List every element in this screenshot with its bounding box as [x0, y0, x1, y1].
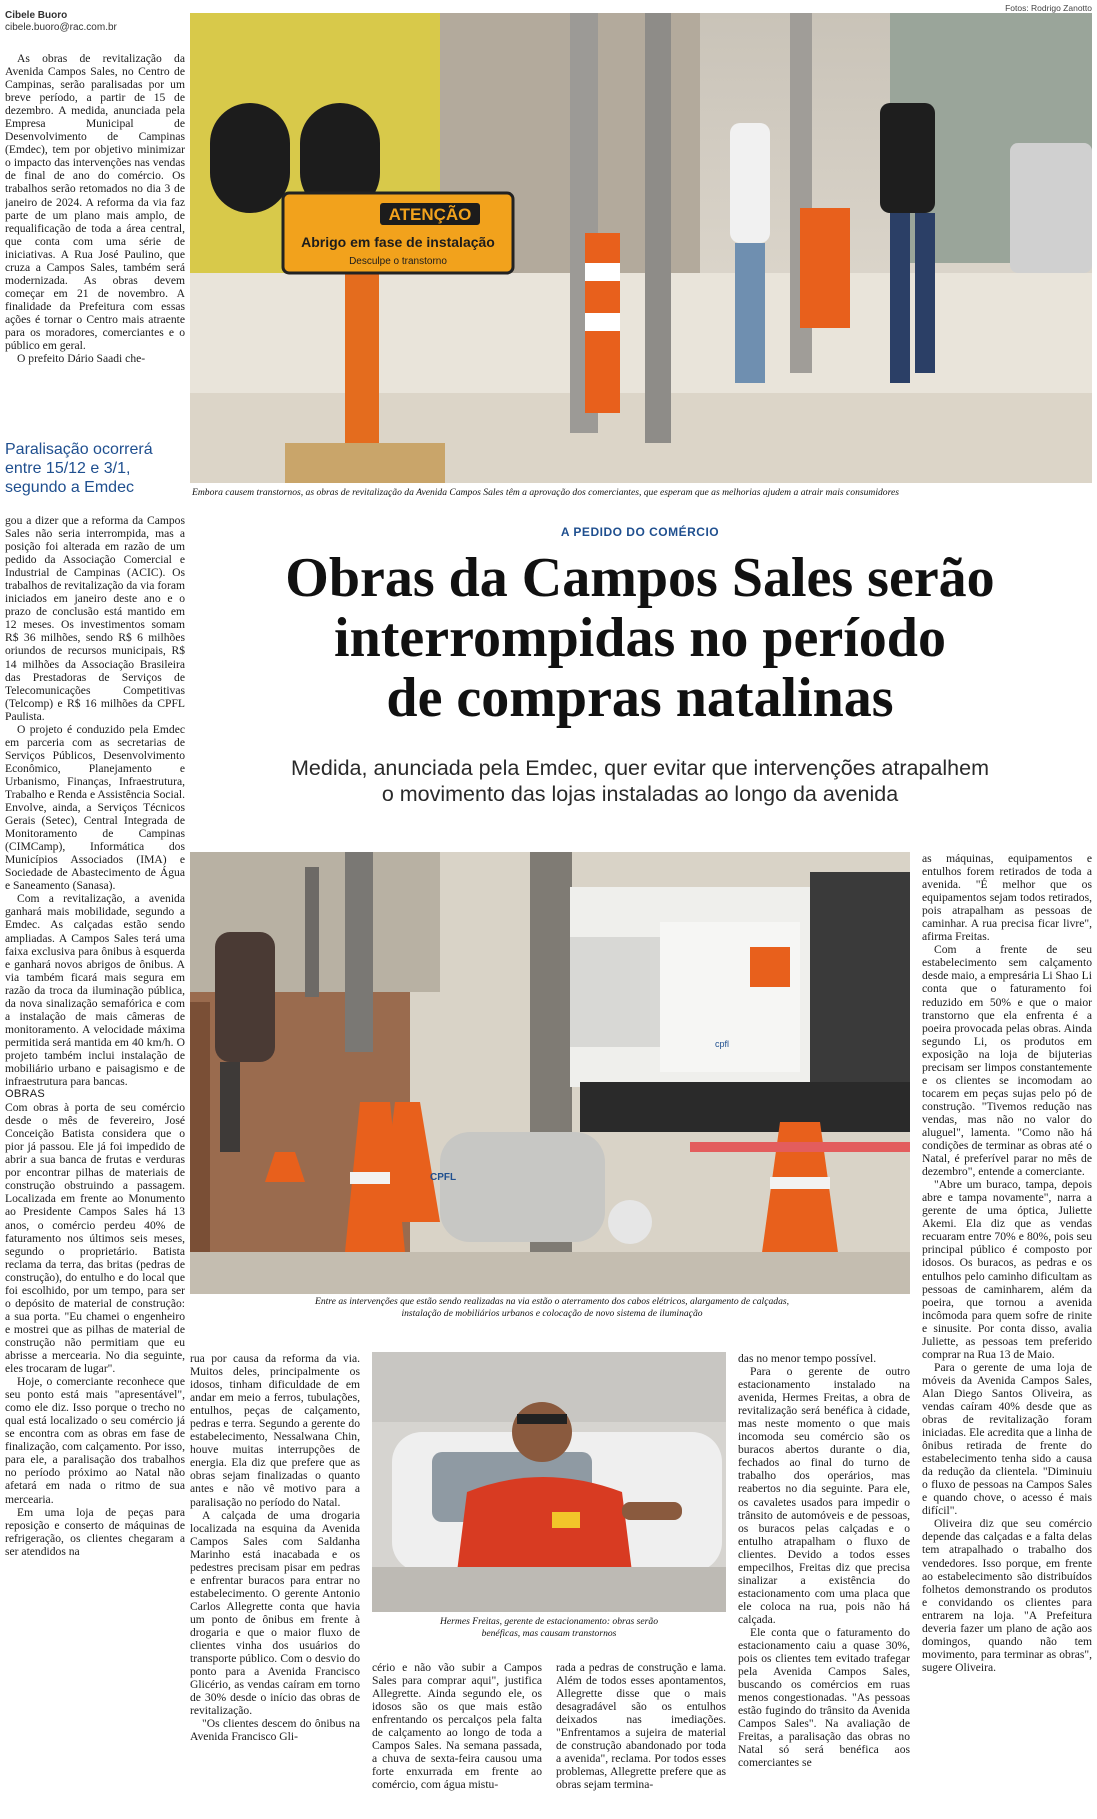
top-photo — [190, 13, 1092, 483]
headline-line: Obras da Campos Sales serão — [285, 547, 995, 609]
deck-line: o movimento das lojas instaladas ao longo da avenida — [381, 782, 899, 806]
small-photo — [372, 1352, 726, 1612]
paragraph: O prefeito Dário Saadi che- — [17, 352, 146, 366]
deck — [200, 755, 1080, 807]
section-label: OBRAS — [5, 1088, 46, 1101]
vest-logo: CPFL — [430, 1172, 457, 1183]
caption-line: Entre as intervenções que estão sendo realizadas na via estão o aterramento dos cabos elétricos, alargamento de calçadas, — [314, 1296, 789, 1307]
photo-credit: Fotos: Rodrigo Zanotto — [1005, 3, 1092, 13]
paragraph: Em uma loja de peças para reposição e conserto de máquinas de refrigeração, os clientes chegaram a ser atendidos na — [5, 1505, 185, 1558]
paragraph: gou a dizer que a reforma da Campos Sales não seria interrompida, mas a posição foi alterada em razão de um pedido da Associação Comercial e Industrial de Campinas (ACIC). Os trabalhos de revitalização da via foram iniciados em janeiro deste ano e o prazo de conclusão está mantido em 12 meses. Os investimentos somam R$ 36 milhões, sendo R$ 6 milhões oriundos de recursos municipais, R$ 14 milhões da Associação Brasileira das Prestadoras de Serviços de Telecomunicações Competitivas (Telcomp) e R$ 16 milhões da CPFL Paulista. — [5, 514, 185, 723]
paragraph: O projeto é conduzido pela Emdec em parceria com as secretarias de Serviços Públicos, Desenvolvimento Econômico, Planejamento e Urbanismo, Finanças, Infraestrutura, Trabalho e Renda e Assistência Social. Envolve, ainda, a Serviços Técnicos Gerais (Setec), Central Integrada de Monitoramento de Campinas (CIMCamp), Informática dos Municípios Associados (IMA) e Sociedade de Abastecimento de Água e Saneamento (Sanasa). — [5, 722, 185, 893]
small-photo-caption — [374, 1616, 724, 1640]
top-photo-caption: Embora causem transtornos, as obras de revitalização da Avenida Campos Sales têm a aprovação dos comerciantes, que esperam que as melhorias ajudem a atrair mais consumidores — [192, 487, 899, 498]
article-column-4 — [556, 1661, 726, 1817]
sign-title: ATENÇÃO — [388, 205, 472, 224]
article-column-6 — [922, 852, 1092, 1817]
paragraph: rada a pedras de construção e lama. Além de todos esses apontamentos, Allegrette disse que o mais desagradável são os entulhos deixados nas imediações. "Enfrentamos a sujeira de material de construção abandonado por toda a avenida", reclama. Por todos esses problemas, Allegrette prefere que as obras sejam termina- — [556, 1661, 726, 1792]
paragraph: A calçada de uma drogaria localizada na esquina da Avenida Campos Sales com Saldanha Marinho está inacabada e os pedestres precisam pisar em pedras e enfrentar buracos para entrar no estabelecimento. O gerente Antonio Carlos Allegrette conta que havia um ponto de ônibus em frente à drogaria e que o maior fluxo de clientes vinha dos usuários do transporte público. Com o desvio do ponto para a Avenida Francisco Glicério, as vendas caíram em torno de 30% desde o início das obras de revitalização. — [190, 1508, 360, 1718]
paragraph: rua por causa da reforma da via. Muitos deles, principalmente os idosos, tinham dificuldade de em andar em meio a ferros, tubulações, entulhos, peças de calçamento, pedras e terra. Segundo a gerente do estabelecimento, Nessalwana Chin, houve muitas interrupções de energia. Ela diz que prefere que as obras sejam finalizadas o quanto antes e não vê motivo para a paralisação no período do Natal. — [190, 1352, 360, 1509]
street-construction-image — [190, 13, 1092, 483]
paragraph: Para o gerente de uma loja de móveis da Avenida Campos Sales, Alan Diego Santos Oliveira, as vendas caíram 40% desde que as obras de revitalização foram iniciadas. Ele acredita que a linha de ônibus retirada de frente do estabelecimento tenha sido a causa da redução da clientela. "Diminuiu o fluxo de pessoas na Campos Sales e quando chove, o acesso é mais difícil". — [922, 1360, 1092, 1518]
paragraph: Com a frente de seu estabelecimento sem calçamento desde maio, a empresária Li Shao Li conta que o faturamento foi reduzido em 50% e que o maior transtorno que ela enfrenta é a poeira provocada pelas obras. Ainda segundo Li, os produtos em exposição na loja de bijuterias precisam ser limpos constantemente e os clientes se incomodam ao tocarem em peças sujas pelo pó de construção. "Tivemos redução nas vendas, mas não no valor do aluguel", lamenta. "Como não há condições de terminar as obras até o Natal, é preferível parar no mês de dezembro", entende a comerciante. — [922, 943, 1092, 1179]
kicker: A PEDIDO DO COMÉRCIO — [560, 525, 720, 539]
headline-line: de compras natalinas — [386, 667, 894, 729]
article-column-1b — [5, 514, 185, 1817]
subheadline: Paralisação ocorrerá entre 15/12 e 3/1, segundo a Emdec — [5, 441, 153, 496]
paragraph: Com obras à porta de seu comércio desde o mês de fevereiro, José Conceição Batista considera que o pior já passou. Ele já foi impedido de abrir a sua banca de frutas e verduras por encontrar pilhas de materiais de construção obstruindo a passagem. Localizada em frente ao Monumento ao Presidente Campos Sales há 13 anos, o comércio perdeu 40% de faturamento nos últimos seis meses, segundo o proprietário. Batista reclama da terra, das britas (pedras de construção), do entulho e do local que foi escolhido, por um tempo, para ser o depósito de material de construção: a sua porta. "Eu chamei o engenheiro e mostrei que as pilhas de material de construção não permitiam que eu abrisse a mercearia. No dia seguinte, eles trocaram de lugar". — [5, 1101, 185, 1376]
paragraph: Oliveira diz que seu comércio depende das calçadas e a falta delas tem atrapalhado o trabalho dos vendedores. Isso porque, em frente ao estabelecimento são distribuídos folhetos demonstrando os produtos e convidando os clientes para entrarem na loja. "A Prefeitura deveria fazer um plano de ação aos domingos, quando não tem movimento, para terminar as obras", sugere Oliveira. — [922, 1517, 1092, 1674]
article-column-2 — [190, 1352, 360, 1817]
deck-line: Medida, anunciada pela Emdec, quer evitar que intervenções atrapalhem — [291, 756, 989, 780]
caption-line: instalação de mobiliários urbanos e colocação de novo sistema de iluminação — [401, 1308, 703, 1319]
paragraph: das no menor tempo possível. — [738, 1352, 877, 1365]
paragraph: cério e não vão subir a Campos Sales para comprar aqui", justifica Allegrette. Ainda segundo ele, os idosos são os que mais estão enfrentando os percalços pela falta de calçamento ao longo de toda a Campos Sales. Na semana passada, a chuva de sexta-feira causou uma forte enxurrada em frente ao comércio, com água mistu- — [372, 1661, 542, 1792]
paragraph: As obras de revitalização da Avenida Campos Sales, no Centro de Campinas, serão paralisadas por um breve período, a partir de 15 de dezembro. A medida, anunciada pela Empresa Municipal de Desenvolvimento de Campinas (Emdec), tem por objetivo minimizar o impacto das intervenções nas vendas de final de ano do comércio. Os trabalhos serão retomados no dia 3 de janeiro de 2024. A reforma da via faz parte de um plano mais amplo, de requalificação de toda a área central, que conta com uma série de iniciativas. A Rua José Paulino, que cruza a Campos Sales, também será modernizada. As obras devem começar em 21 de novembro. A finalidade da Prefeitura com essas ações é tornar o Centro mais atraente para os moradores, comerciantes e o público em geral. — [5, 52, 185, 353]
caption-line: Hermes Freitas, gerente de estacionamento: obras serão — [439, 1616, 659, 1627]
article-column-5 — [738, 1352, 910, 1817]
paragraph: Para o gerente de outro estacionamento instalado na avenida, Hermes Freitas, a obra de revitalização será benéfica à cidade, mas neste momento o que mais incomoda seu comércio são os buracos abertos durante o dia, fechados ao final do turno de trabalho dos operários, mas reabertos no dia seguinte. Para ele, os cavaletes usados para impedir o trânsito de automóveis e de pessoas, os buracos pelas calçadas e o entulho atrapalham o fluxo de clientes. Devido a todos esses empecilhos, Freitas diz que precisa sinalizar a existência do estacionamento com uma placa que ele coloca na rua, pois não há calçada. — [738, 1365, 910, 1626]
author-name: Cibele Buoro — [5, 10, 68, 21]
middle-photo-caption — [196, 1296, 908, 1320]
headline-line: interrompidas no período — [334, 607, 946, 669]
paragraph: as máquinas, equipamentos e entulhos forem retirados de toda a avenida. "É melhor que os equipamentos sejam todos retirados, pois atrapalham as pessoas de caminhar. A rua precisa ficar livre", afirma Freitas. — [922, 852, 1092, 944]
middle-photo — [190, 852, 910, 1294]
paragraph: Ele conta que o faturamento do estacionamento caiu a quase 30%, pois os clientes tem evitado trafegar pela Avenida Campos Sales, buscando os comércios em ruas menos congestionadas. "As pessoas estão fugindo do trânsito da Avenida Campos Sales". Na avaliação de Freitas, a paralisação das obras no Natal só será benéfica aos comerciantes se — [738, 1625, 910, 1770]
hermes-freitas-image — [372, 1352, 726, 1612]
author-email: cibele.buoro@rac.com.br — [5, 22, 117, 33]
article-column-3 — [372, 1661, 542, 1817]
paragraph: "Os clientes descem do ônibus na Avenida Francisco Gli- — [190, 1717, 360, 1744]
byline — [5, 10, 185, 34]
sign-line-1: Abrigo em fase de instalação — [301, 234, 495, 250]
paragraph: "Abre um buraco, tampa, depois abre e tampa novamente", narra a gerente de uma óptica, Juliette Akemi. Ela diz que as vendas recuaram entre 70% e 80%, pois seu principal público é composto por idosos. Os buracos, as pedras e os entulhos pelo caminho dificultam as pessoas de caminharem, além da poeira, que tornou a avenida incômoda para quem sofre de rinite e sinusite. Por conta disso, avalia Juliette, as pessoas tem preferido comprar na Rua 13 de Maio. — [922, 1178, 1092, 1361]
sign-line-2: Desculpe o transtorno — [349, 256, 447, 267]
paragraph: Hoje, o comerciante reconhece que seu ponto está mais "apresentável", como ele diz. Isso porque o trecho no qual está localizado o seu comércio já se encontra com as obras em fase de finalização, com calçamento. Por isso, para ele, a paralisação dos trabalhos no período próximo ao Natal não afetará em nada o ritmo de sua mercearia. — [5, 1375, 185, 1506]
article-column-1a — [5, 52, 185, 432]
workers-cables-image — [190, 852, 910, 1294]
paragraph: Com a revitalização, a avenida ganhará mais mobilidade, segundo a Emdec. As calçadas estão sendo ampliadas. A Campos Sales terá uma faixa exclusiva para ônibus à esquerda e ganhará novos abrigos de ônibus. A via também ficará mais segura em razão da troca da iluminação pública, da nova sinalização semafórica e com a instalação de mais câmeras de monitoramento. A velocidade máxima permitida será mantida em 40 km/h. O projeto também inclui instalação de mobiliário urbano e paisagismo e de infraestrutura para bancas. — [5, 892, 185, 1089]
headline — [190, 548, 1090, 728]
caption-line: benéficas, mas causam transtornos — [481, 1628, 617, 1639]
truck-logo: cpfl — [715, 1039, 730, 1049]
